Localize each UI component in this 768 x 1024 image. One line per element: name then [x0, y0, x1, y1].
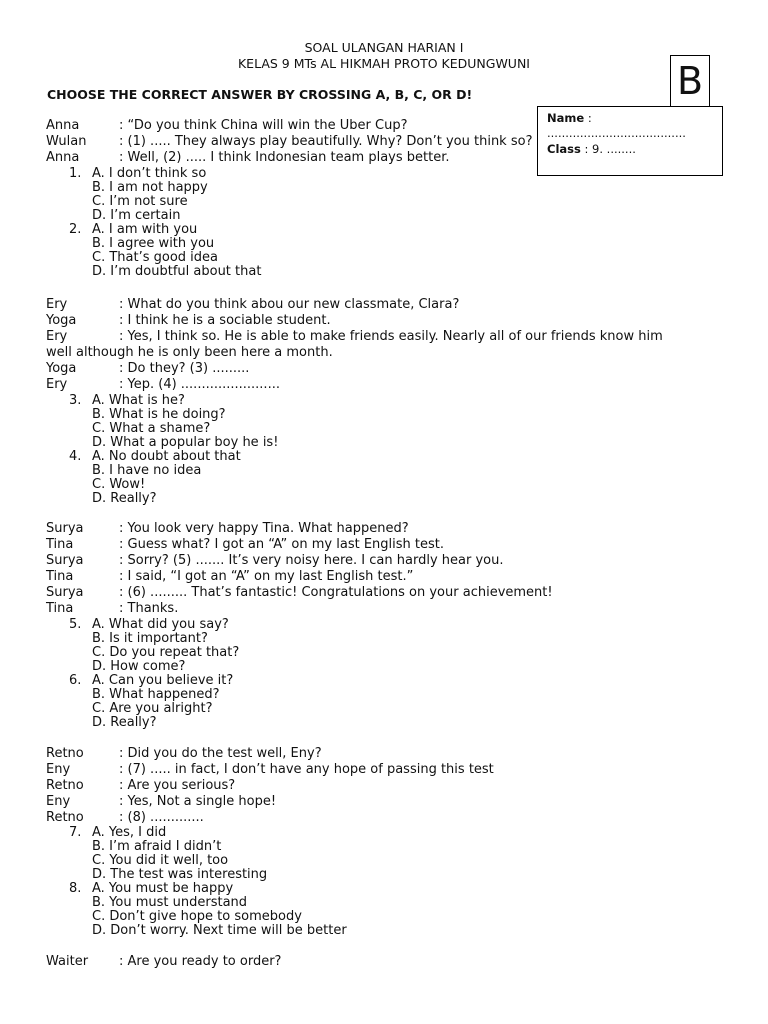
answer-option[interactable]: C. Are you alright? — [92, 701, 213, 716]
question-number: 2. — [69, 222, 82, 237]
question-number: 6. — [69, 673, 82, 688]
answer-option[interactable]: A. What is he? — [92, 393, 185, 408]
speaker: Anna — [46, 118, 80, 133]
question-number: 8. — [69, 881, 82, 896]
class-label: Class — [547, 142, 581, 156]
dialog-line — [46, 134, 532, 150]
answer-option[interactable]: D. How come? — [92, 659, 186, 674]
question-number: 4. — [69, 449, 82, 464]
dialog-line — [46, 585, 553, 601]
answer-option[interactable]: B. I agree with you — [92, 236, 215, 251]
speaker: Tina — [46, 601, 74, 616]
utterance: : Are you serious? — [119, 778, 236, 793]
dialog-line — [46, 297, 459, 313]
dialog-continuation: well although he is only been here a month. — [46, 345, 333, 360]
answer-option[interactable]: B. I have no idea — [92, 463, 202, 478]
dialog-line — [46, 762, 494, 778]
dialog-line — [46, 329, 663, 345]
name-blank: ...................................... — [547, 126, 686, 140]
answer-option[interactable]: D. I’m doubtful about that — [92, 264, 262, 279]
dialog-line — [46, 537, 444, 553]
dialog-line — [46, 569, 413, 585]
question-number: 3. — [69, 393, 82, 408]
utterance: : (1) ..... They always play beautifully. Why? Don’t you think so? — [119, 134, 533, 149]
instruction: CHOOSE THE CORRECT ANSWER BY CROSSING A, B, C, OR D! — [47, 87, 473, 102]
speaker: Surya — [46, 553, 84, 568]
dialog-line — [46, 601, 178, 617]
answer-option[interactable]: B. What happened? — [92, 687, 220, 702]
dialog-line — [46, 361, 249, 377]
answer-option[interactable]: D. Don’t worry. Next time will be better — [92, 923, 347, 938]
dialog-line — [46, 521, 409, 537]
utterance: : I said, “I got an “A” on my last English test.” — [119, 569, 414, 584]
speaker: Retno — [46, 778, 84, 793]
dialog-line — [46, 810, 204, 826]
name-separator: : — [584, 111, 592, 125]
question-number: 1. — [69, 166, 82, 181]
answer-option[interactable]: B. I’m afraid I didn’t — [92, 839, 222, 854]
answer-option[interactable]: C. Don’t give hope to somebody — [92, 909, 302, 924]
question-number: 5. — [69, 617, 82, 632]
answer-option[interactable]: A. What did you say? — [92, 617, 229, 632]
answer-option[interactable]: D. Really? — [92, 715, 157, 730]
speaker: Tina — [46, 569, 74, 584]
exam-class-title: KELAS 9 MTs AL HIKMAH PROTO KEDUNGWUNI — [237, 56, 530, 71]
exam-title: SOAL ULANGAN HARIAN I — [304, 40, 464, 55]
utterance: : Yep. (4) ........................ — [119, 377, 280, 392]
version-badge: B — [670, 55, 710, 107]
utterance: : Are you ready to order? — [119, 954, 282, 969]
answer-option[interactable]: D. Really? — [92, 491, 157, 506]
answer-option[interactable]: A. I am with you — [92, 222, 198, 237]
utterance: : Well, (2) ..... I think Indonesian team plays better. — [119, 150, 450, 165]
utterance: : What do you think abou our new classmate, Clara? — [119, 297, 460, 312]
answer-option[interactable]: B. I am not happy — [92, 180, 208, 195]
utterance: : Yes, Not a single hope! — [119, 794, 277, 809]
dialog-line — [46, 377, 280, 393]
answer-option[interactable]: C. Do you repeat that? — [92, 645, 240, 660]
dialog-line — [46, 150, 450, 166]
utterance: : (8) ............. — [119, 810, 204, 825]
question-number: 7. — [69, 825, 82, 840]
answer-option[interactable]: A. Yes, I did — [92, 825, 167, 840]
answer-option[interactable]: B. You must understand — [92, 895, 248, 910]
utterance: : Yes, I think so. He is able to make friends easily. Nearly all of our friends know him — [119, 329, 663, 344]
speaker: Yoga — [46, 361, 77, 376]
dialog-line — [46, 746, 322, 762]
dialog-line — [46, 954, 281, 970]
speaker: Anna — [46, 150, 80, 165]
answer-option[interactable]: D. The test was interesting — [92, 867, 268, 882]
utterance: : I think he is a sociable student. — [119, 313, 331, 328]
answer-option[interactable]: D. I’m certain — [92, 208, 181, 223]
speaker: Retno — [46, 746, 84, 761]
name-label: Name — [547, 111, 585, 125]
utterance: : (6) ......... That’s fantastic! Congratulations on your achievement! — [119, 585, 553, 600]
utterance: : You look very happy Tina. What happened? — [119, 521, 409, 536]
utterance: : Did you do the test well, Eny? — [119, 746, 322, 761]
student-id-box — [537, 106, 723, 176]
speaker: Surya — [46, 585, 84, 600]
dialog-line — [46, 553, 503, 569]
speaker: Waiter — [46, 954, 89, 969]
answer-option[interactable]: B. What is he doing? — [92, 407, 226, 422]
utterance: : “Do you think China will win the Uber Cup? — [119, 118, 408, 133]
dialog-line — [46, 313, 331, 329]
answer-option[interactable]: A. I don’t think so — [92, 166, 207, 181]
speaker: Eny — [46, 762, 71, 777]
speaker: Retno — [46, 810, 84, 825]
answer-option[interactable]: D. What a popular boy he is! — [92, 435, 279, 450]
speaker: Yoga — [46, 313, 77, 328]
utterance: : Guess what? I got an “A” on my last English test. — [119, 537, 444, 552]
class-value: : 9. ........ — [580, 142, 636, 156]
dialog-line — [46, 794, 276, 810]
speaker: Tina — [46, 537, 74, 552]
speaker: Eny — [46, 794, 71, 809]
speaker: Ery — [46, 329, 68, 344]
answer-option[interactable]: C. Wow! — [92, 477, 146, 492]
answer-option[interactable]: B. Is it important? — [92, 631, 208, 646]
dialog-line — [46, 118, 407, 134]
answer-option[interactable]: A. No doubt about that — [92, 449, 241, 464]
class-row — [547, 142, 636, 156]
utterance: : Do they? (3) ......... — [119, 361, 250, 376]
answer-option[interactable]: C. That’s good idea — [92, 250, 218, 265]
speaker: Surya — [46, 521, 84, 536]
speaker: Ery — [46, 377, 68, 392]
answer-option[interactable]: C. You did it well, too — [92, 853, 229, 868]
answer-option[interactable]: A. Can you believe it? — [92, 673, 234, 688]
speaker: Ery — [46, 297, 68, 312]
utterance: : (7) ..... in fact, I don’t have any hope of passing this test — [119, 762, 494, 777]
answer-option[interactable]: C. I’m not sure — [92, 194, 188, 209]
speaker: Wulan — [46, 134, 87, 149]
utterance: : Thanks. — [119, 601, 179, 616]
answer-option[interactable]: C. What a shame? — [92, 421, 211, 436]
dialog-line — [46, 778, 235, 794]
utterance: : Sorry? (5) ....... It’s very noisy here. I can hardly hear you. — [119, 553, 504, 568]
name-row — [547, 111, 592, 125]
answer-option[interactable]: A. You must be happy — [92, 881, 234, 896]
